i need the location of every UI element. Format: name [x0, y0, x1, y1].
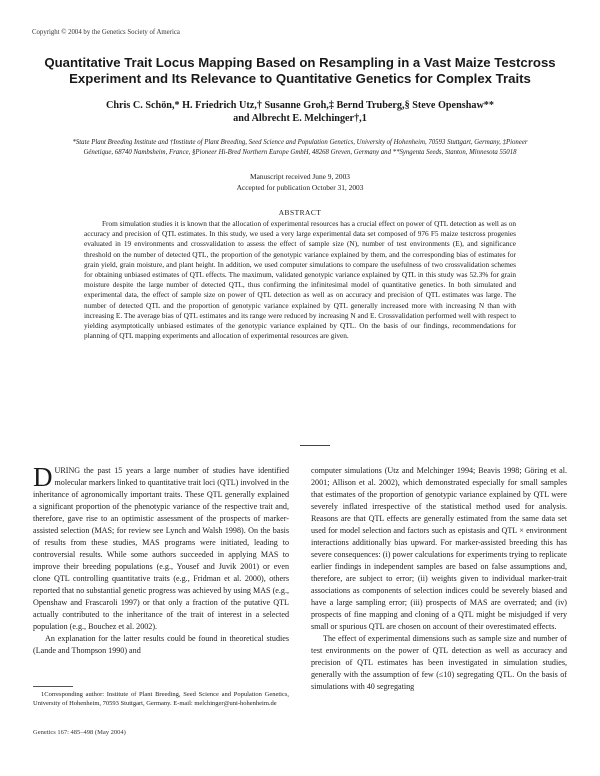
- intro-paragraph-2: An explanation for the latter results could be found in theoretical studies (Lande and Thompson 1990) and: [33, 634, 289, 655]
- received-date: Manuscript received June 9, 2003: [250, 172, 350, 181]
- drop-cap: D: [33, 462, 53, 492]
- intro-paragraph-1-text: URING the past 15 years a large number of studies have identified molecular markers linked to quantitative trait loci (QTL) involved in the inheritance of agronomically important traits. These QTL generally explained a significant proportion of the phenotypic variance of the respective trait and, therefore, gave rise to an optimistic assessment of the prospects of marker-assisted selection (MAS; for review see Lynch and Walsh 1998). On the basis of results from these studies, MAS programs were initiated, leading to controversial results. While some authors succeeded in applying MAS to improve their breeding populations (e.g., Yousef and Juvik 2001) or even clone QTL controlling quantitative traits (e.g., Fridman et al. 2000), others reported that no substantial genetic progress was achieved by using MAS (e.g., Openshaw and Frascaroli 1997) or that only a fraction of the putative QTL actually contributed to the inheritance of the trait of interest in a selected population (e.g., Bouchez et al. 2002).: [33, 466, 289, 631]
- corresponding-author-footnote: 1Corresponding author: Institute of Plant Breeding, Seed Science and Population Genetics, University of Hohenheim, 70593 Stuttgart, Germany. E-mail: melchinger@uni-hohenheim.de: [33, 691, 289, 708]
- section-divider: [300, 445, 330, 446]
- author-line-2: and Albrecht E. Melchinger†,1: [233, 113, 367, 124]
- manuscript-dates: [40, 172, 560, 193]
- intro-paragraph-1: [33, 462, 289, 633]
- accepted-date: Accepted for publication October 31, 2003: [236, 182, 364, 192]
- intro-paragraph-4: The effect of experimental dimensions such as sample size and number of test environments on the power of QTL detection as well as accuracy and precision of QTL estimates has been investigated in simulation studies, generally with the assumption of few (≤10) segregating QTL. On the basis of simulations with 40 segregating: [311, 634, 567, 691]
- author-list: [40, 99, 560, 125]
- author-line-1: Chris C. Schön,* H. Friedrich Utz,† Susanne Groh,‡ Bernd Truberg,§ Steve Openshaw**: [106, 100, 494, 111]
- abstract-text: From simulation studies it is known that the allocation of experimental resources has a crucial effect on power of QTL detection as well as on accuracy and precision of QTL estimates. In this study, we used a very large experimental data set composed of 976 F5 maize testcross progenies evaluated in 19 environments and crossvalidation to assess the effect of sample size (N), number of test environments (E), and significance threshold on the number of detected QTL, the proportion of the genotypic variance explained by them, and the corresponding bias of estimates for grain yield, grain moisture, and plant height. In addition, we used computer simulations to compare the usefulness of two crossvalidation schemes for obtaining unbiased estimates of QTL effects. The maximum, validated genotypic variance explained by QTL in this study was 52.3% for grain moisture despite the large number of detected QTL, thus confirming the infinitesimal model of quantitative genetics. In both simulated and experimental data, the effect of sample size on power of QTL detection as well as on accuracy and precision of QTL estimates was large. The number of detected QTL and the proportion of genotypic variance explained by QTL generally increased more with increasing N than with increasing E. The average bias of QTL estimates and its range were reduced by increasing N and E. Crossvalidation performed well with respect to yielding asymptotically unbiased estimates of the genotypic variance explained by QTL. On the basis of our findings, recommendations for planning of QTL mapping experiments and allocation of experimental resources are given.: [84, 219, 516, 341]
- copyright-notice: Copyright © 2004 by the Genetics Society of America: [32, 29, 180, 36]
- body-column-left: [33, 462, 289, 657]
- article-title: Quantitative Trait Locus Mapping Based on Resampling in a Vast Maize Testcross Experiment and Its Relevance to Quantitative Genetics for Complex Traits: [44, 55, 556, 86]
- journal-citation: Genetics 167: 485–498 (May 2004): [33, 729, 126, 736]
- footnote-divider: [33, 686, 73, 687]
- affiliations: *State Plant Breeding Institute and †Institute of Plant Breeding, Seed Science and Population Genetics, University of Hohenheim, 70593 Stuttgart, Germany, ‡Pioneer Génetique, 68740 Nambsheim, France, §Pioneer Hi-Bred Northern Europe GmbH, 48268 Greven, Germany and **Syngenta Seeds, Stanton, Minnesota 55018: [72, 139, 528, 157]
- abstract-heading: ABSTRACT: [278, 208, 322, 217]
- intro-paragraph-3: computer simulations (Utz and Melchinger 1994; Beavis 1998; Göring et al. 2001; Allison et al. 2002), which demonstrated especially for small samples that estimates of the proportion of genotypic variance explained by QTL were severely inflated irrespective of the statistical method used for analysis. Reasons are that QTL effects are generally estimated from the same data set used for model selection and factors such as epistasis and QTL × environment interactions additionally bias upward. For marker-assisted breeding this has severe consequences: (i) power calculations for experiments trying to replicate earlier findings in independent samples are based on false assumptions and, therefore, are subject to error; (ii) weights given to individual marker-trait associations as components of selection indices could be severely biased and have a large sampling error; (iii) prospects of MAS are overrated; and (iv) prospects of fine mapping and cloning of a QTL might be misjudged if very small or spurious QTL are chosen on account of their overestimated effects.: [311, 466, 567, 631]
- body-column-right: [311, 465, 567, 693]
